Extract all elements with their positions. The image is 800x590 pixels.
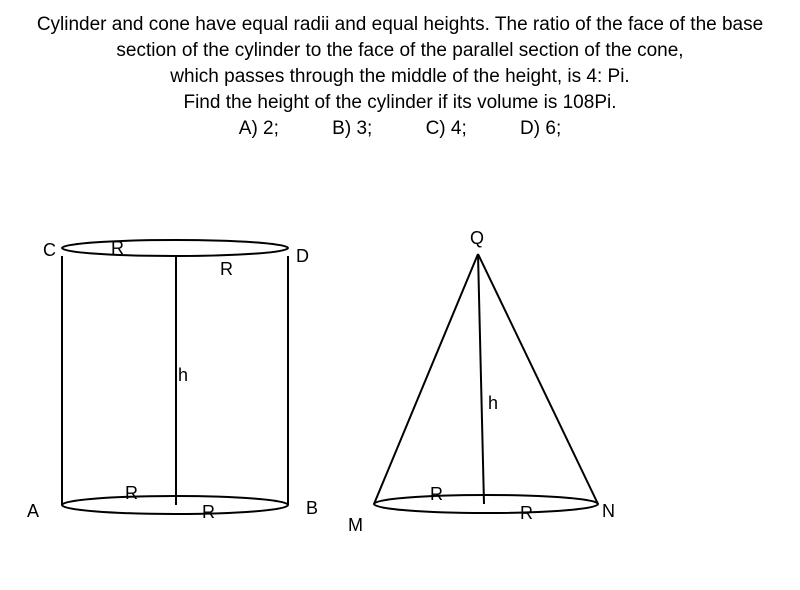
label-cylinder-bottom-radius-2: R (202, 502, 215, 522)
cylinder (27, 238, 318, 522)
problem-line-3: which passes through the middle of the height, is 4: Pi. (170, 66, 630, 87)
answer-option-d: D) 6; (520, 118, 562, 139)
cone-right-slant (478, 254, 598, 504)
cylinder-top-ellipse (62, 240, 288, 256)
answer-option-b: B) 3; (332, 118, 373, 139)
cone (348, 228, 615, 535)
cone-height-line (478, 254, 484, 504)
label-cone-radius-2: R (520, 503, 533, 523)
label-d: D (296, 246, 309, 266)
problem-line-1: Cylinder and cone have equal radii and equal heights. The ratio of the face of the base (36, 14, 764, 35)
label-cylinder-bottom-radius-1: R (125, 483, 138, 503)
label-c: C (43, 240, 56, 260)
problem-line-4: Find the height of the cylinder if its volume is 108Pi. (183, 92, 617, 113)
label-a: A (27, 501, 40, 521)
answer-option-a: A) 2; (238, 118, 279, 139)
label-cylinder-top-radius-1: R (111, 238, 124, 258)
label-n: N (602, 501, 615, 521)
cone-left-slant (374, 254, 478, 504)
label-b: B (306, 498, 319, 518)
label-q: Q (470, 228, 485, 248)
answer-option-c: C) 4; (425, 118, 467, 139)
label-cylinder-height: h (178, 365, 189, 385)
label-m: M (348, 515, 363, 535)
label-cone-height: h (488, 393, 499, 413)
problem-line-2: section of the cylinder to the face of the parallel section of the cone, (116, 40, 684, 61)
cone-base-ellipse (374, 495, 598, 513)
label-cone-radius-1: R (430, 484, 443, 504)
label-cylinder-top-radius-2: R (220, 259, 233, 279)
